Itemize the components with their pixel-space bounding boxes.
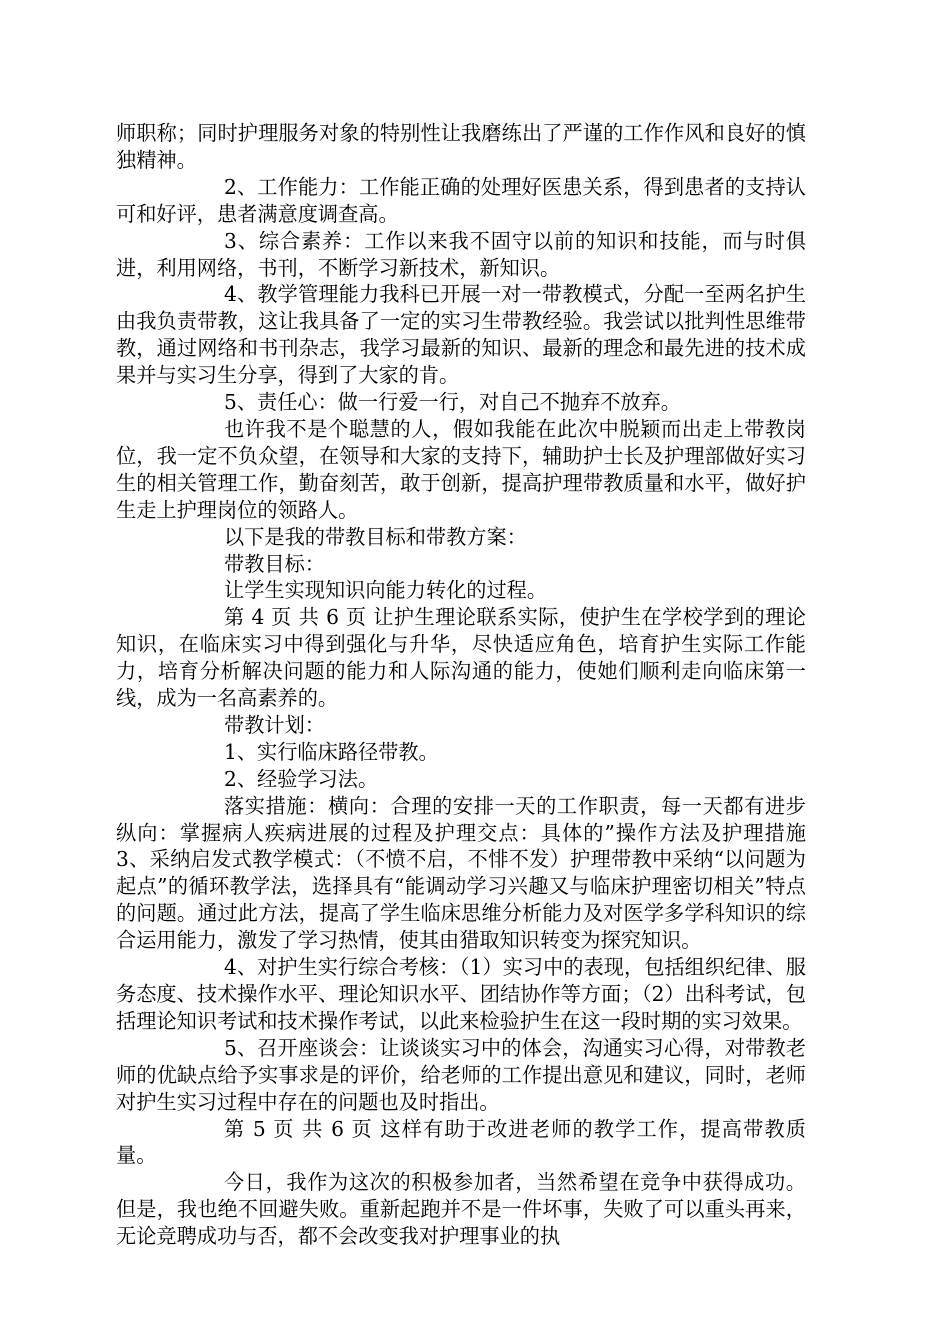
paragraph: 第 5 页 共 6 页 这样有助于改进老师的教学工作，提高带教质量。 [116,1116,806,1168]
paragraph: 师职称；同时护理服务对象的特别性让我磨练出了严谨的工作作风和良好的慎独精神。 [116,121,806,172]
list-item: 1、实行临床路径带教。 [224,739,439,764]
document-page [116,120,806,1250]
paragraph: 也许我不是个聪慧的人，假如我能在此次中脱颖而出走上带教岗位，我一定不负众望，在领导和大家的支持下，辅助护士长及护理部做好实习生的相关管理工作，勤奋刻苦，敢于创新，提高护理带教质量和水平，做好护生走上护理岗位的领路人。 [116,416,806,522]
list-item: 2、经验学习法。 [224,766,379,791]
paragraph: 4、对护生实行综合考核：（1）实习中的表现，包括组织纪律、服务态度、技术操作水平、理论知识水平、团结协作等方面；（2）出科考试，包括理论知识考试和技术操作考试，以此来检验护生在这一段时期的实习效果。 [116,955,806,1033]
paragraph: 4、教学管理能力我科已开展一对一带教模式，分配一至两名护生由我负责带教，这让我具备了一定的实习生带教经验。我尝试以批判性思维带教，通过网络和书刊杂志，我学习最新的知识、最新的理念和最先进的技术成果并与实习生分享，得到了大家的肯。 [116,282,806,388]
paragraph: 第 4 页 共 6 页 让护生理论联系实际，使护生在学校学到的理论知识，在临床实习中得到强化与升华，尽快适应角色，培育护生实际工作能力，培育分析解决问题的能力和人际沟通的能力，使她们顺利走向临床第一线，成为一名高素养的。 [116,605,806,711]
paragraph: 5、召开座谈会：让谈谈实习中的体会，沟通实习心得，对带教老师的优缺点给予实事求是的评价，给老师的工作提出意见和建议，同时，老师对护生实习过程中存在的问题也及时指出。 [116,1035,806,1114]
paragraph: 让学生实现知识向能力转化的过程。 [224,578,548,603]
paragraph: 以下是我的带教目标和带教方案： [224,524,527,549]
paragraph: 5、责任心：做一行爱一行，对自己不抛弃不放弃。 [224,390,681,415]
section-heading: 带教计划： [224,712,325,737]
paragraph: 3、综合素养：工作以来我不固守以前的知识和技能，而与时俱进，利用网络，书刊，不断学习新技术，新知识。 [116,228,806,280]
paragraph: 2、工作能力：工作能正确的处理好医患关系，得到患者的支持认可和好评，患者满意度调查高。 [116,174,806,226]
section-heading: 带教目标： [224,551,325,576]
paragraph: 落实措施：横向：合理的安排一天的工作职责，每一天都有进步纵向：掌握病人疾病进展的过程及护理交点：具体的”操作方法及护理措施 3、采纳启发式教学模式：（不愤不启，不悱不发）护理带教中采纳“以问题为起点”的循环教学法，选择具有“能调动学习兴趣又与临床护理密切相关”特点的问题。通过此方法，提高了学生临床思维分析能力及对医学多学科知识的综合运用能力，激发了学习热情，使其由猎取知识转变为探究知识。 [116,793,806,953]
paragraph: 今日，我作为这次的积极参加者，当然希望在竞争中获得成功。但是，我也绝不回避失败。重新起跑并不是一件坏事，失败了可以重头再来，无论竞聘成功与否，都不会改变我对护理事业的执 [116,1170,806,1249]
